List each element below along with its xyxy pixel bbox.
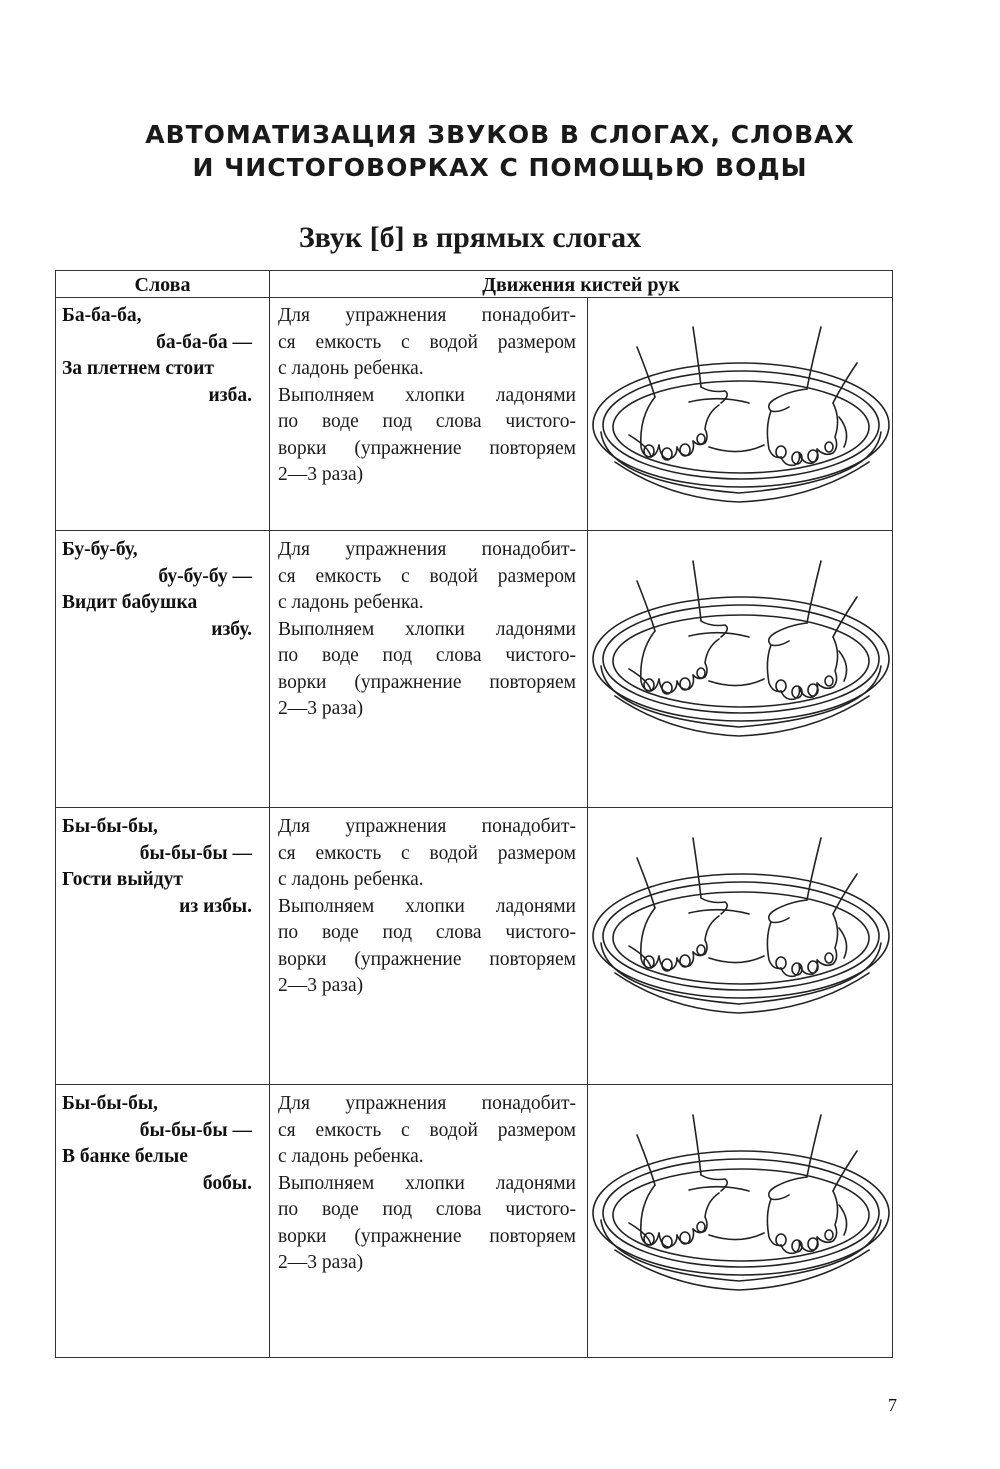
description-line: Для упражнения понадобит- [278, 1093, 576, 1114]
hands-in-water-bowl-icon [589, 307, 894, 517]
hands-in-water-bowl-icon [589, 1095, 894, 1305]
description-line: ся емкость с водой размером [278, 565, 576, 587]
tongue-twister-line: Бу-бу-бу, [62, 539, 138, 560]
description-line: Выполняем хлопки ладонями [278, 895, 576, 917]
description-line: Для упражнения понадобит- [278, 816, 576, 837]
exercise-description [278, 814, 576, 1000]
description-line: Выполняем хлопки ладонями [278, 618, 576, 640]
page-number: 7 [888, 1395, 897, 1415]
header-movements: Движения кистей рук [482, 274, 680, 296]
tongue-twister [62, 537, 252, 643]
description-line: 2—3 раза) [278, 698, 364, 719]
description-line: Выполняем хлопки ладонями [278, 1172, 576, 1194]
description-line: по воде под слова чистого- [278, 411, 576, 432]
tongue-twister-line: За плетнем стоит [62, 358, 214, 379]
description-line: ворки (упражнение повторяем [278, 1225, 576, 1247]
description-line: ворки (упражнение повторяем [278, 671, 576, 693]
description-line: с ладонь ребенка. [278, 869, 424, 890]
image-column-divider [587, 531, 588, 808]
image-column-divider [587, 808, 588, 1085]
tongue-twister-line: В банке белые [62, 1146, 188, 1167]
page-title [0, 118, 1000, 184]
tongue-twister-line: избу. [211, 618, 252, 640]
page-title-line-1: АВТОМАТИЗАЦИЯ ЗВУКОВ В СЛОГАХ, СЛОВАХ [145, 120, 855, 149]
exercise-description [278, 303, 576, 489]
description-line: по воде под слова чистого- [278, 922, 576, 943]
tongue-twister-line: Бы-бы-бы, [62, 1093, 158, 1114]
description-line: 2—3 раза) [278, 1252, 364, 1273]
exercise-description [278, 1091, 576, 1277]
tongue-twister-line: из избы. [179, 895, 252, 917]
exercise-table [55, 270, 893, 1358]
table-row [56, 808, 892, 1085]
tongue-twister-line: бы-бы-бы — [139, 842, 252, 864]
description-line: Для упражнения понадобит- [278, 305, 576, 326]
tongue-twister [62, 303, 252, 409]
description-line: 2—3 раза) [278, 975, 364, 996]
header-words: Слова [134, 274, 191, 296]
image-column-divider [587, 1085, 588, 1357]
hands-in-water-bowl-icon [589, 818, 894, 1028]
table-row [56, 297, 892, 531]
description-line: по воде под слова чистого- [278, 645, 576, 666]
table-header [56, 271, 892, 298]
image-column-divider [587, 297, 588, 531]
description-line: Для упражнения понадобит- [278, 539, 576, 560]
description-line: Выполняем хлопки ладонями [278, 384, 576, 406]
table-row [56, 531, 892, 808]
tongue-twister-line: изба. [208, 384, 252, 406]
tongue-twister-line: бобы. [202, 1172, 252, 1194]
tongue-twister-line: бы-бы-бы — [139, 1119, 252, 1141]
description-line: ся емкость с водой размером [278, 331, 576, 353]
description-line: ворки (упражнение повторяем [278, 948, 576, 970]
tongue-twister-line: Бы-бы-бы, [62, 816, 158, 837]
tongue-twister-line: Ба-ба-ба, [62, 305, 142, 326]
description-line: 2—3 раза) [278, 464, 364, 485]
description-line: с ладонь ребенка. [278, 358, 424, 379]
tongue-twister-line: Гости выйдут [62, 869, 183, 890]
page-title-line-2: И ЧИСТОГОВОРКАХ С ПОМОЩЬЮ ВОДЫ [192, 153, 808, 182]
description-line: ся емкость с водой размером [278, 842, 576, 864]
description-line: ворки (упражнение повторяем [278, 437, 576, 459]
tongue-twister-line: бу-бу-бу — [158, 565, 252, 587]
exercise-description [278, 537, 576, 723]
description-line: по воде под слова чистого- [278, 1199, 576, 1220]
tongue-twister-line: ба-ба-ба — [156, 331, 252, 353]
description-line: с ладонь ребенка. [278, 1146, 424, 1167]
section-subtitle: Звук [б] в прямых слогах [298, 221, 642, 254]
hands-in-water-bowl-icon [589, 541, 894, 751]
tongue-twister-line: Видит бабушка [62, 592, 198, 613]
description-line: ся емкость с водой размером [278, 1119, 576, 1141]
tongue-twister [62, 814, 252, 920]
table-row [56, 1085, 892, 1357]
tongue-twister [62, 1091, 252, 1197]
description-line: с ладонь ребенка. [278, 592, 424, 613]
